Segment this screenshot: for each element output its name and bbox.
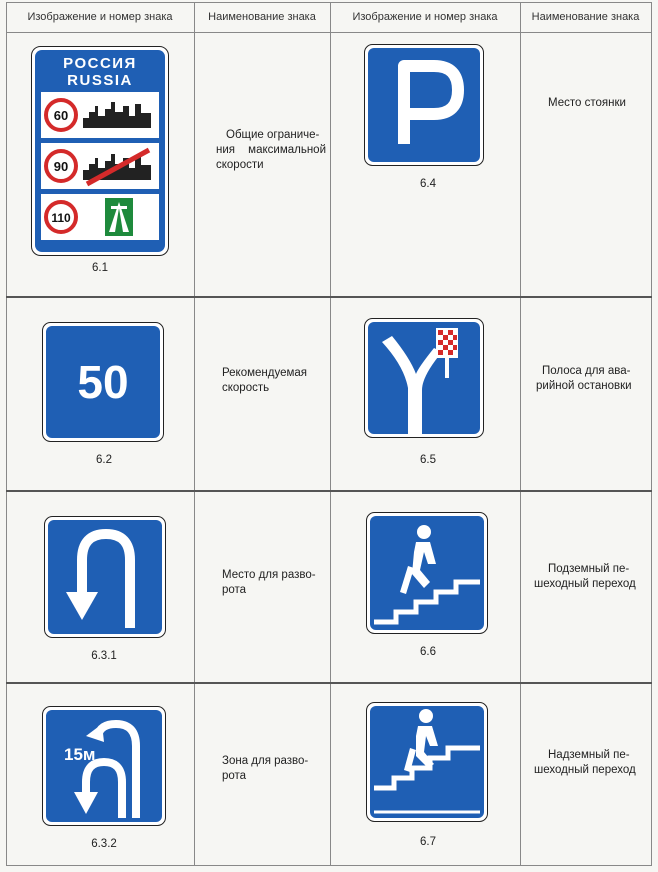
grid-line: [330, 2, 331, 866]
grid-line: [6, 490, 652, 492]
sign-name: Надземный пе- шеходный переход: [534, 749, 636, 776]
header-sign-name: Наименование знака: [208, 11, 316, 23]
sign-name: Место стоянки: [548, 97, 626, 109]
grid-line: [651, 2, 652, 866]
sign-number: 6.2: [96, 454, 112, 466]
sign-6-3-2-u-turn-zone: [42, 706, 166, 826]
sign-number: 6.1: [92, 262, 108, 274]
speed-value: 90: [53, 159, 69, 174]
sign-number: 6.3.2: [91, 838, 117, 850]
sign-name: Место для разво- рота: [222, 569, 316, 596]
sign-6-1-speed-limits-zone: [31, 46, 169, 256]
header-image-number: Изображение и номер знака: [352, 11, 498, 23]
sign-name: Общие ограниче- ния максимальной скорости: [216, 129, 326, 171]
speed-value: 110: [51, 211, 71, 225]
grid-line: [520, 2, 521, 866]
sign-number: 6.7: [420, 836, 436, 848]
sign-number: 6.4: [420, 178, 436, 190]
sign-6-5-emergency-stop-lane: [364, 318, 484, 438]
grid-line: [194, 2, 195, 866]
sign-6-4-parking: [364, 44, 484, 166]
sign-name: Рекомендуемая скорость: [222, 367, 308, 394]
grid-line: [6, 32, 652, 33]
recommended-speed-value: 50: [77, 356, 129, 408]
grid-line: [6, 2, 7, 866]
sign-number: 6.3.1: [91, 650, 117, 662]
grid-line: [6, 682, 652, 684]
sign-6-7-overground-crossing: [366, 702, 488, 822]
grid-line: [6, 296, 652, 298]
sign-6-6-underground-crossing: [366, 512, 488, 634]
sign-number: 6.5: [420, 454, 436, 466]
sign-6-3-1-u-turn-place: [44, 516, 166, 638]
sign-number: 6.6: [420, 646, 436, 658]
sign-text-russia-cyr: РОССИЯ: [63, 55, 137, 72]
sign-name: Зона для разво- рота: [222, 755, 309, 782]
signs-table: [6, 2, 652, 866]
sign-name: Полоса для ава- рийной остановки: [536, 365, 632, 392]
sign-6-2-recommended-speed: [42, 322, 164, 442]
grid-line: [6, 865, 652, 866]
distance-label: 15м: [64, 745, 96, 764]
header-image-number: Изображение и номер знака: [27, 11, 173, 23]
header-sign-name: Наименование знака: [531, 11, 640, 23]
speed-value: 60: [53, 108, 69, 123]
sign-name: Подземный пе- шеходный переход: [534, 563, 636, 590]
sign-text-russia-lat: RUSSIA: [67, 72, 133, 89]
